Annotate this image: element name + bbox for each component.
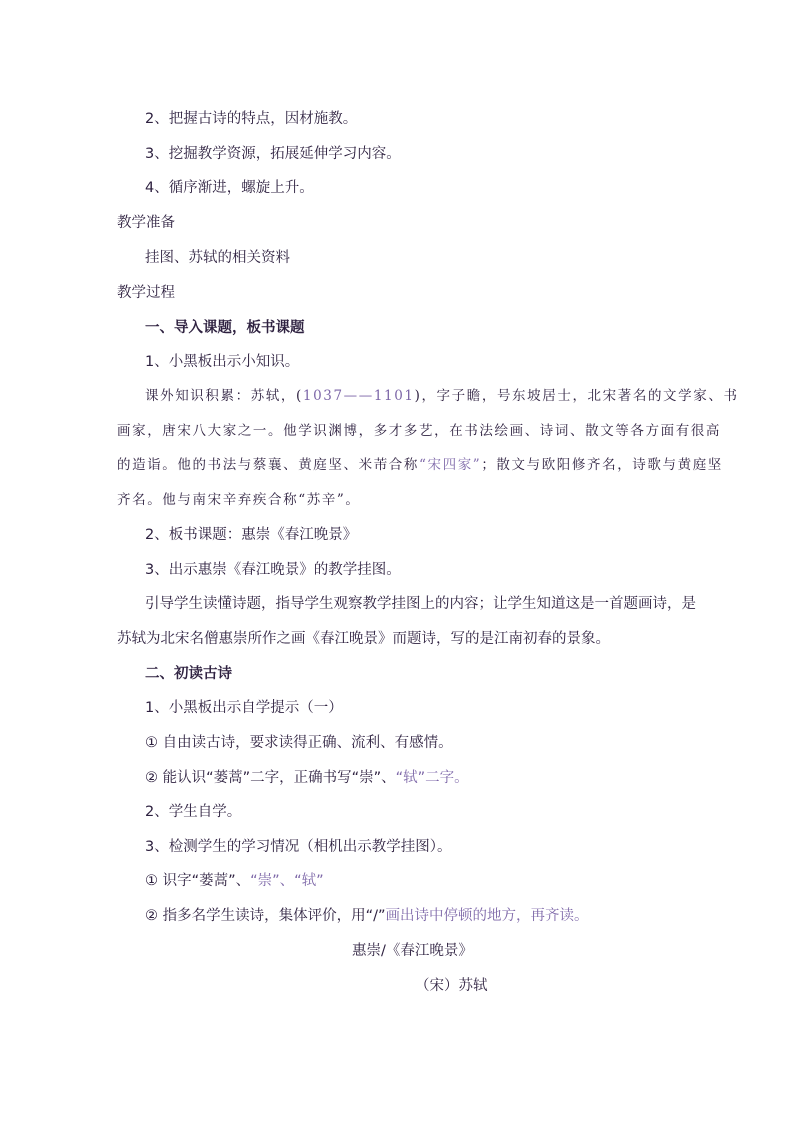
knowledge-line-4: 齐名。他与南宋辛弃疾合称“苏辛”。 <box>117 492 361 508</box>
section2-tip2a: ② 能认识“蒌蒿”二字，正确书写“崇”、 <box>145 770 396 786</box>
section2-title: 二、初读古诗 <box>145 666 232 682</box>
section2-check1b: “崇”、“轼” <box>250 873 324 889</box>
poem-title: 惠崇/《春江晚景》 <box>352 943 473 959</box>
knowledge-line-2: 画家，唐宋八大家之一。他学识渊博，多才多艺，在书法绘画、诗词、散文等各方面有很高 <box>117 423 721 439</box>
section2-step2: 2、学生自学。 <box>145 804 242 820</box>
knowledge-line-1c: )，字子瞻，号东坡居士，北宋著名的文学家、书 <box>414 388 739 404</box>
knowledge-line-3c: ；散文与欧阳修齐名，诗歌与黄庭坚 <box>481 457 723 473</box>
section2-check2a: ② 指多名学生读诗，集体评价，用“/” <box>145 908 386 924</box>
goal-4: 4、循序渐进，螺旋上升。 <box>145 180 314 196</box>
knowledge-line-1a: 课外知识积累：苏轼，( <box>145 388 303 404</box>
poem-author: （宋）苏轼 <box>415 978 488 994</box>
knowledge-years: 1037——1101 <box>302 388 415 404</box>
prep-content: 挂图、苏轼的相关资料 <box>145 250 290 266</box>
section1-title: 一、导入课题，板书课题 <box>145 320 305 336</box>
goal-3: 3、挖掘教学资源，拓展延伸学习内容。 <box>145 146 401 162</box>
goal-2: 2、把握古诗的特点，因材施教。 <box>145 111 358 127</box>
knowledge-line-3a: 的造诣。他的书法与蔡襄、黄庭坚、米芾合称 <box>117 457 419 473</box>
section2-tip1: ① 自由读古诗，要求读得正确、流利、有感情。 <box>145 735 453 751</box>
section1-step2: 2、板书课题：惠崇《春江晚景》 <box>145 527 358 543</box>
knowledge-song-four: “宋四家” <box>419 457 482 473</box>
section2-check1 <box>145 871 324 891</box>
section1-para-line1: 引导学生读懂诗题，指导学生观察教学挂图上的内容；让学生知道这是一首题画诗，是 <box>145 596 696 612</box>
section1-step3: 3、出示惠崇《春江晚景》的教学挂图。 <box>145 562 401 578</box>
section2-tip2b: “轼”二字。 <box>395 770 469 786</box>
section2-step3: 3、检测学生的学习情况（相机出示教学挂图）。 <box>145 839 452 855</box>
section2-step1: 1、小黑板出示自学提示（一） <box>145 700 343 716</box>
section2-check2 <box>145 906 589 926</box>
section2-tip2 <box>145 768 469 788</box>
knowledge-line-1 <box>145 386 739 406</box>
prep-heading: 教学准备 <box>117 215 175 231</box>
section2-check2b: 画出诗中停顿的地方，再齐读。 <box>385 908 589 924</box>
section1-para-line2: 苏轼为北宋名僧惠崇所作之画《春江晚景》而题诗，写的是江南初春的景象。 <box>117 631 610 647</box>
knowledge-line-3 <box>117 455 723 475</box>
section1-step1: 1、小黑板出示小知识。 <box>145 354 300 370</box>
section2-check1a: ① 识字“蒌蒿”、 <box>145 873 251 889</box>
process-heading: 教学过程 <box>117 285 175 301</box>
